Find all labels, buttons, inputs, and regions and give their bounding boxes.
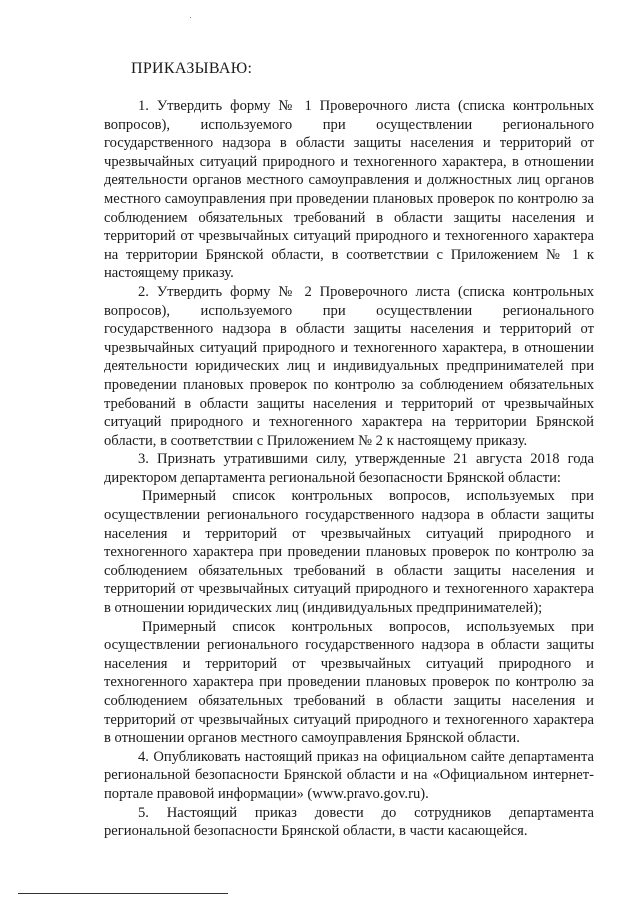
paragraph-item-5: 5. Настоящий приказ довести до сотрудников департамента региональной безопасности Брянской области, в части касающейся.: [104, 804, 594, 840]
scan-speck: [190, 17, 191, 18]
order-heading: ПРИКАЗЫВАЮ:: [131, 60, 253, 77]
paragraph-item-3: 3. Признать утратившими силу, утвержденные 21 августа 2018 года директором департамента региональной безопасности Брянской области:: [104, 451, 594, 486]
paragraph-revoked-list-2: Примерный список контрольных вопросов, используемых при осуществлении регионального государственного надзора в области защиты населения и территорий от чрезвычайных ситуаций природного и техногенного характера при проведении плановых проверок по контролю за соблюдением обязательных требований в области защиты населения и территорий от чрезвычайных ситуаций природного и техногенного характера в отношении органов местного самоуправления Брянской области.: [104, 618, 594, 747]
paragraph-item-1: 1. Утвердить форму № 1 Проверочного листа (списка контрольных вопросов), используемого при осуществлении регионального государственного надзора в области защиты населения и территорий от чрезвычайных ситуаций природного и техногенного характера, в отношении деятельности органов местного самоуправления и должностных лиц органов местного самоуправления при проведении плановых проверок по контролю за соблюдением обязательных требований в области защиты населения и территорий от чрезвычайных ситуаций природного и техногенного характера на территории Брянской области, в соответствии с Приложением № 1 к настоящему приказу.: [104, 98, 594, 282]
paragraph-item-4: 4. Опубликовать настоящий приказ на официальном сайте департамента региональной безопасности Брянской области и на «Официальном интернет-портале правовой информации» (www.pravo.gov.ru).: [104, 748, 594, 802]
footer-rule: [18, 893, 228, 894]
document-body: [104, 97, 594, 841]
paragraph-revoked-list-1: Примерный список контрольных вопросов, используемых при осуществлении регионального государственного надзора в области защиты населения и территорий от чрезвычайных ситуаций природного и техногенного характера при проведении плановых проверок по контролю за соблюдением обязательных требований в области защиты населения и территорий от чрезвычайных ситуаций природного и техногенного характера в отношении юридических лиц (индивидуальных предпринимателей);: [104, 488, 594, 617]
paragraph-item-2: 2. Утвердить форму № 2 Проверочного листа (списка контрольных вопросов), используемого при осуществлении регионального государственного надзора в области защиты населения и территорий от чрезвычайных ситуаций природного и техногенного характера, в отношении деятельности юридических лиц и индивидуальных предпринимателей при проведении плановых проверок по контролю за соблюдением обязательных требований в области защиты населения и территорий от чрезвычайных ситуаций природного и техногенного характера на территории Брянской области, в соответствии с Приложением № 2 к настоящему приказу.: [104, 283, 594, 449]
